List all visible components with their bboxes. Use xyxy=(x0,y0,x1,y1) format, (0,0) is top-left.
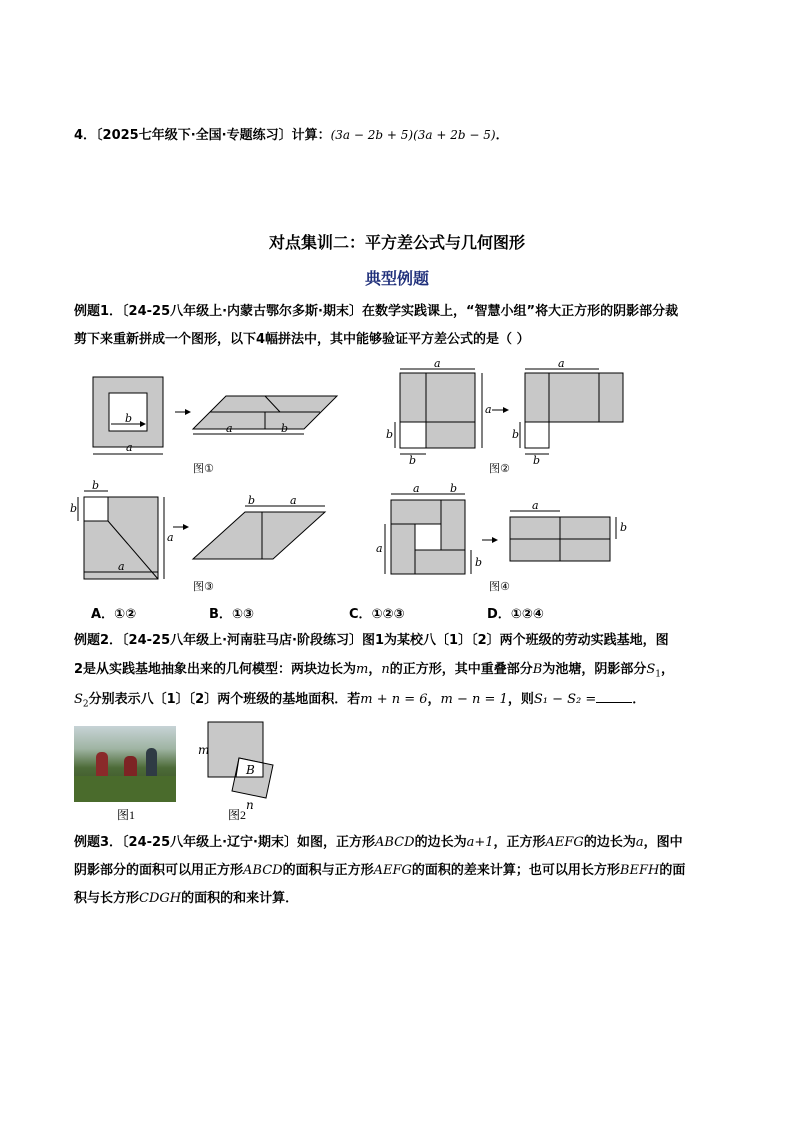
example-1-line-1: 例题1．〔24-25八年级上·内蒙古鄂尔多斯·期末〕在数学实践课上，“智慧小组”将大正方形的阴影部分裁 xyxy=(74,304,679,319)
fig2-label-b: b xyxy=(386,428,394,441)
fig3-label-a3: a xyxy=(290,494,297,507)
answer-blank[interactable] xyxy=(596,690,632,703)
caption-fig-3: 图③ xyxy=(193,580,214,593)
fig4-hole xyxy=(415,524,441,550)
example-3-line-1: 例题3．〔24-25八年级上·辽宁·期末〕如图，正方形ABCD的边长为a+1，正方形AEFG的边长为a，图中 xyxy=(74,835,683,850)
option-a[interactable]: A．①② xyxy=(91,607,137,622)
fig2-result-gap xyxy=(525,422,549,448)
fig2-small-square xyxy=(400,422,426,448)
fig3-parallelogram xyxy=(193,512,325,559)
option-d[interactable]: D．①②④ xyxy=(487,607,544,622)
question-4 xyxy=(74,126,509,145)
example-2-line-1: 例题2．〔24-25八年级上·河南驻马店·阶段练习〕图1为某校八〔1〕〔2〕两个班级的劳动实践基地，图 xyxy=(74,633,669,648)
example-3-line-2: 阴影部分的面积可以用正方形ABCD的面积与正方形AEFG的面积的差来计算；也可以用长方形BEFH的面 xyxy=(74,863,686,878)
fig2r-label-b2: b xyxy=(533,454,541,467)
fig1-label-b2: b xyxy=(281,422,289,435)
fig2-label-b2: b xyxy=(409,454,417,467)
example-2-line-3: $S_2$分别表示八〔1〕〔2〕两个班级的基地面积．若m + n = 6，m − n = 1，则S₁ − S₂ = ． xyxy=(74,692,646,710)
fig2r-label-b: b xyxy=(512,428,520,441)
fig3-label-b2: b xyxy=(70,502,78,515)
caption-photo: 图1 xyxy=(117,808,136,822)
fig4r-label-a: a xyxy=(532,499,539,512)
fig4-label-b2: b xyxy=(475,556,483,569)
section-subtitle: 典型例题 xyxy=(364,269,429,288)
label-n: n xyxy=(246,798,254,812)
photo-figure-1 xyxy=(96,752,108,778)
example-3-line-3: 积与长方形CDGH的面积的和来计算． xyxy=(74,891,299,906)
fig2r-label-a: a xyxy=(558,357,565,370)
option-b[interactable]: B．①③ xyxy=(209,607,254,622)
example-2-figure-2 xyxy=(196,718,286,810)
example-1-line-2: 剪下来重新拼成一个图形，以下4幅拼法中，其中能够验证平方差公式的是（ ） xyxy=(74,332,530,347)
caption-fig-2: 图② xyxy=(489,462,510,475)
caption-fig-1: 图① xyxy=(193,462,214,475)
fig4-label-a: a xyxy=(413,482,420,495)
fig1-label-a: a xyxy=(126,441,133,454)
fig3-label-a: a xyxy=(167,531,174,544)
fig4r-label-b: b xyxy=(620,521,628,534)
section-title: 对点集训二：平方差公式与几何图形 xyxy=(268,233,525,252)
question-number: 4． xyxy=(74,128,97,143)
fig3-label-b: b xyxy=(92,479,100,492)
option-c[interactable]: C．①②③ xyxy=(349,607,405,622)
field-work-photo xyxy=(74,726,176,802)
fig1-label-a2: a xyxy=(226,422,233,435)
fig4-label-b: b xyxy=(450,482,458,495)
fig4-label-a2: a xyxy=(376,542,383,555)
label-b: B xyxy=(246,763,255,777)
question-end: ． xyxy=(495,128,509,143)
figure-2 xyxy=(395,369,623,454)
photo-bushes xyxy=(74,776,176,802)
figure-4 xyxy=(385,494,616,574)
caption-fig-2b: 图2 xyxy=(228,808,247,822)
label-m: m xyxy=(198,743,210,757)
photo-figure-3 xyxy=(146,748,157,778)
fig1-label-b: b xyxy=(125,412,133,425)
fig2-rect-result xyxy=(525,373,623,422)
fig3-label-b3: b xyxy=(248,494,256,507)
fig3-corner xyxy=(84,497,108,521)
example-1-figures xyxy=(70,357,640,600)
caption-fig-4: 图④ xyxy=(489,580,510,593)
fig2-label-a-right: a xyxy=(485,403,492,416)
math-expression: (3a − 2b + 5)(3a + 2b − 5) xyxy=(330,128,496,142)
fig2-label-a: a xyxy=(434,357,441,370)
question-source: 〔2025七年级下·全国·专题练习〕计算： xyxy=(96,128,331,143)
example-2-line-2: 2是从实践基地抽象出来的几何模型：两块边长为m，n的正方形，其中重叠部分B为池塘，阴影部分$S_1$， xyxy=(74,662,675,680)
figure-3 xyxy=(78,491,325,579)
fig3-label-a2: a xyxy=(118,560,125,573)
